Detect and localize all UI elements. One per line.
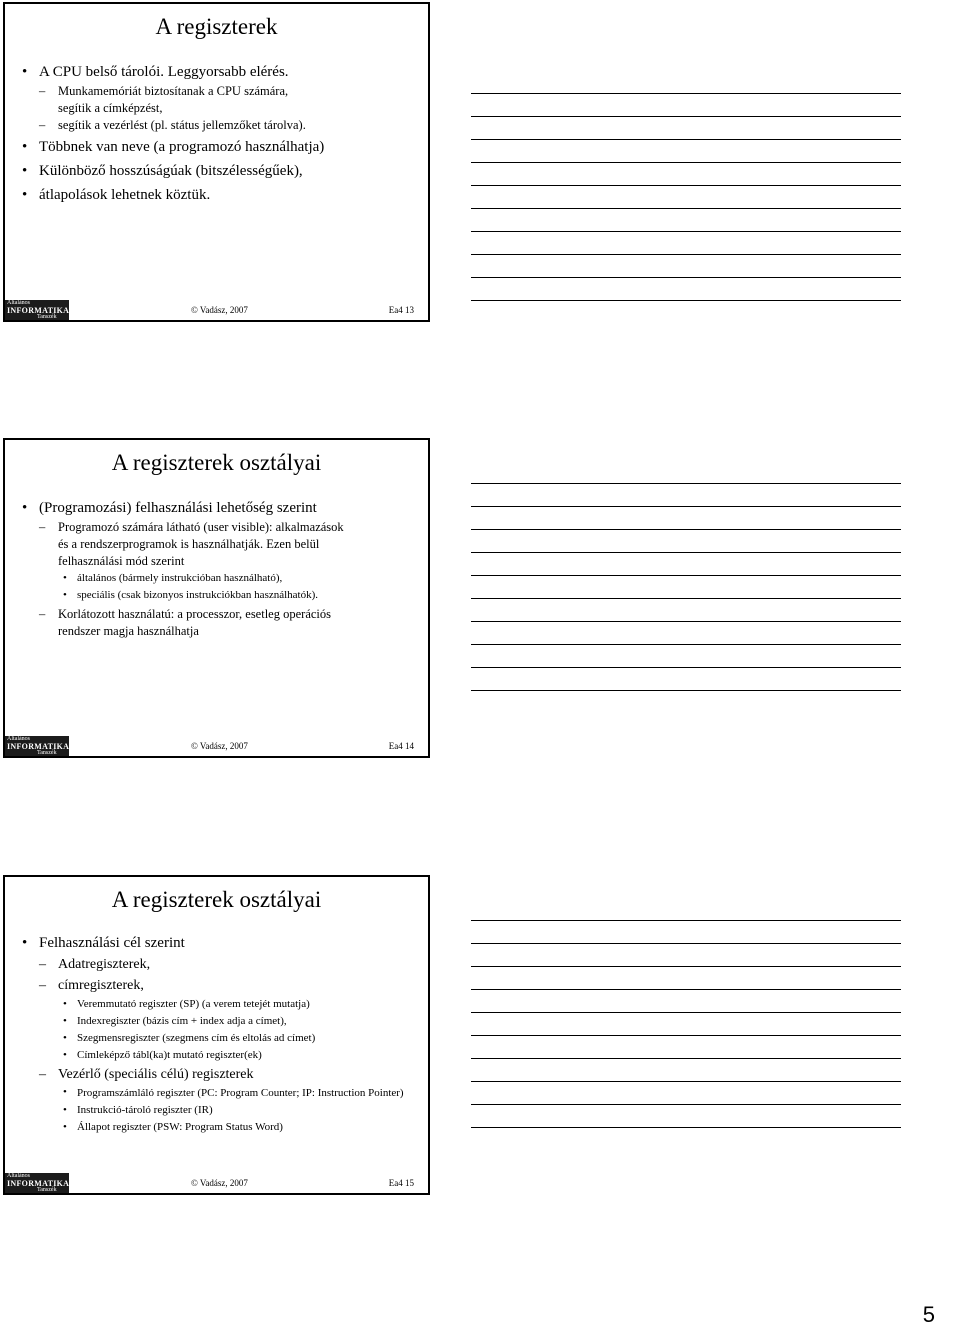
copyright-text: © Vadász, 2007: [191, 1178, 248, 1188]
notes-lines: [471, 920, 901, 1150]
slide-footer: [5, 734, 428, 756]
note-line: [471, 1127, 901, 1128]
sub-sub-bullet-item: • általános (bármely instrukcióban használható),: [19, 570, 418, 587]
sub-sub-bullet-item: • Veremmutató regiszter (SP) (a verem tetejét mutatja): [19, 996, 418, 1013]
note-line: [471, 1104, 901, 1105]
note-line: [471, 598, 901, 599]
note-line: [471, 208, 901, 209]
note-line: [471, 989, 901, 990]
slide-title: A regiszterek: [155, 14, 278, 39]
slide-body: [19, 62, 418, 206]
note-line: [471, 277, 901, 278]
note-line: [471, 529, 901, 530]
sub-bullet-item: felhasználási mód szerint: [58, 554, 185, 568]
note-line: [471, 1058, 901, 1059]
sub-sub-bullet-item: • Szegmensregiszter (szegmens cím és eltolás ad címet): [19, 1030, 418, 1047]
note-line: [471, 116, 901, 117]
note-line: [471, 644, 901, 645]
note-line: [471, 920, 901, 921]
sub-bullet-item: – Korlátozott használatú: a processzor, esetleg operációs: [19, 606, 418, 623]
note-line: [471, 506, 901, 507]
note-line: [471, 162, 901, 163]
department-logo: Általános INFORMATIKAI Tanszék: [7, 736, 73, 756]
note-line: [471, 185, 901, 186]
slide-footer: [5, 298, 428, 320]
note-line: [471, 966, 901, 967]
note-line: [471, 575, 901, 576]
sub-sub-bullet-item: • speciális (csak bizonyos instrukciókban használhatók).: [19, 587, 418, 604]
bullet-item: • Többnek van neve (a programozó használhatja): [19, 137, 418, 158]
note-line: [471, 943, 901, 944]
slide-14: [3, 438, 430, 758]
note-line: [471, 231, 901, 232]
sub-bullet-item: és a rendszerprogramok is használhatják. Ezen belül: [58, 537, 320, 551]
slide-footer: [5, 1171, 428, 1193]
sub-sub-bullet-item: • Címleképző tábl(ka)t mutató regiszter(ek): [19, 1047, 418, 1064]
note-line: [471, 93, 901, 94]
bullet-item: • Felhasználási cél szerint: [19, 933, 418, 954]
sub-bullet-item: – Adatregiszterek,: [19, 954, 418, 975]
slide-13: [3, 2, 430, 322]
slide-number: Ea4 15: [388, 1178, 414, 1188]
slide-title: A regiszterek osztályai: [111, 450, 322, 475]
bullet-item: • (Programozási) felhasználási lehetőség szerint: [19, 498, 418, 519]
sub-sub-bullet-item: • Instrukció-tároló regiszter (IR): [19, 1102, 418, 1119]
slide-body: [19, 933, 418, 1136]
slide-15: [3, 875, 430, 1195]
bullet-item: • A CPU belső tárolói. Leggyorsabb elérés.: [19, 62, 418, 83]
department-logo: Általános INFORMATIKAI Tanszék: [7, 1173, 73, 1193]
slide-title: A regiszterek osztályai: [111, 887, 322, 912]
note-line: [471, 552, 901, 553]
copyright-text: © Vadász, 2007: [191, 741, 248, 751]
sub-bullet-item: – Vezérlő (speciális célú) regiszterek: [19, 1064, 418, 1085]
sub-sub-bullet-item: • Indexregiszter (bázis cím + index adja a címet),: [19, 1013, 418, 1030]
notes-lines: [471, 93, 901, 323]
note-line: [471, 1035, 901, 1036]
copyright-text: © Vadász, 2007: [191, 305, 248, 315]
sub-bullet-item: segítik a címképzést,: [58, 101, 163, 115]
notes-lines: [471, 483, 901, 713]
sub-bullet-item: – Programozó számára látható (user visible): alkalmazások: [19, 519, 418, 536]
slide-number: Ea4 13: [388, 305, 414, 315]
note-line: [471, 300, 901, 301]
page-number: 5: [922, 1302, 935, 1327]
note-line: [471, 483, 901, 484]
slide-number: Ea4 14: [388, 741, 414, 751]
note-line: [471, 621, 901, 622]
sub-bullet-item: – segítik a vezérlést (pl. státus jellemzőket tárolva).: [19, 117, 418, 134]
department-logo: Általános INFORMATIKAI Tanszék: [7, 300, 73, 320]
bullet-item: • Különböző hosszúságúak (bitszélességűek),: [19, 161, 418, 182]
sub-bullet-item: – címregiszterek,: [19, 975, 418, 996]
sub-bullet-item: – Munkamemóriát biztosítanak a CPU számára,: [19, 83, 418, 100]
sub-sub-bullet-item: • Állapot regiszter (PSW: Program Status Word): [19, 1119, 418, 1136]
note-line: [471, 1012, 901, 1013]
note-line: [471, 690, 901, 691]
note-line: [471, 254, 901, 255]
note-line: [471, 139, 901, 140]
sub-sub-bullet-item: • Programszámláló regiszter (PC: Program Counter; IP: Instruction Pointer): [19, 1085, 418, 1102]
sub-bullet-item: rendszer magja használhatja: [58, 624, 199, 638]
slide-body: [19, 498, 418, 640]
note-line: [471, 667, 901, 668]
bullet-item: • átlapolások lehetnek köztük.: [19, 185, 418, 206]
note-line: [471, 1081, 901, 1082]
